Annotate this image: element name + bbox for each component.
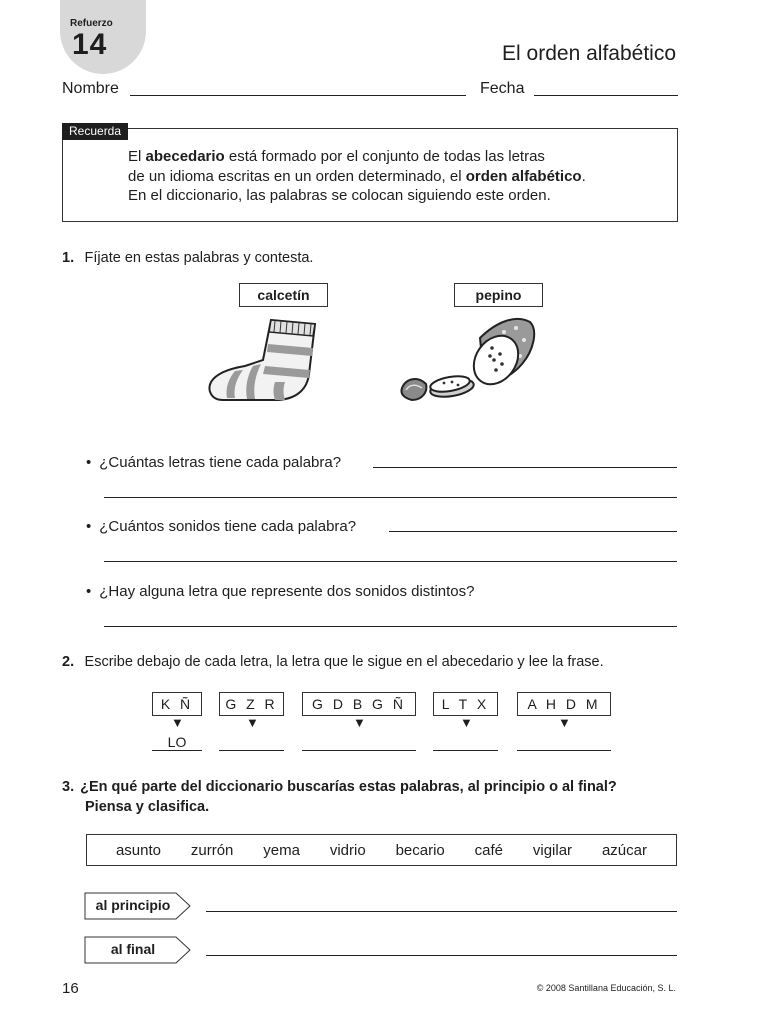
question-text: Escribe debajo de cada letra, la letra que le sigue en el abecedario y lee la frase. [84,654,604,670]
name-field[interactable] [130,95,466,96]
recuerda-line-1 [128,147,668,167]
word-item: becario [395,841,445,859]
question-text: ¿En qué parte del diccionario buscarías estas palabras, al principio o al final? [80,779,617,795]
question-number: 3. [62,779,75,795]
answer-line[interactable] [206,955,677,956]
text-run: está formado por el conjunto de todas las letras [224,148,545,165]
down-arrow-icon: ▼ [246,715,259,730]
text-run: de un idioma escritas en un orden determinado, el [128,167,466,185]
answer-line[interactable] [219,750,284,751]
letter-group-4: L T X [433,692,498,716]
bold-term-abecedario: abecedario [145,148,225,165]
text-run: . [581,167,586,185]
answer-line[interactable] [302,750,416,751]
down-arrow-icon: ▼ [460,715,473,730]
word-item: azúcar [601,841,647,859]
down-arrow-icon: ▼ [171,715,184,730]
word-item: zurrón [190,841,234,859]
answer-line[interactable] [104,497,677,498]
cucumber-illustration [396,316,536,406]
answer-line[interactable] [433,750,498,751]
bullet-question-2: • ¿Cuántos sonidos tiene cada palabra? [86,518,356,535]
answer-line[interactable] [104,626,677,627]
name-label: Nombre [62,80,119,97]
answer-line[interactable] [389,531,677,532]
answer-line[interactable] [373,467,677,468]
question-3-line-2: Piensa y clasifica. [85,799,210,815]
question-number: 1. [62,250,75,266]
page-number: 16 [62,980,79,997]
question-number: 2. [62,654,75,670]
tag-al-principio [84,892,192,920]
recuerda-line-3: En el diccionario, las palabras se colocan siguiendo este orden. [128,187,551,204]
text-run: El [128,148,146,165]
answer-line[interactable] [206,911,677,912]
recuerda-tag: Recuerda [62,123,128,140]
worksheet-number: 14 [72,28,108,61]
word-item: vigilar [532,841,573,859]
word-item: yema [263,841,300,859]
word-box-calcetin: calcetín [239,283,328,307]
page-title: El orden alfabético [502,42,676,65]
bullet-question-3: • ¿Hay alguna letra que represente dos sonidos distintos? [86,583,475,600]
question-1 [62,249,313,267]
tag-label: al principio [95,897,171,913]
date-label: Fecha [480,80,525,97]
word-item: vidrio [329,841,366,859]
word-list-box [86,834,677,866]
answer-group-1: LO [167,734,187,750]
letter-group-5: A H D M [517,692,611,716]
question-2 [62,653,604,671]
answer-line[interactable] [104,561,677,562]
tag-al-final [84,936,192,964]
worksheet-type-label: Refuerzo [70,18,113,29]
down-arrow-icon: ▼ [353,715,366,730]
sock-illustration [205,316,325,404]
answer-line[interactable] [517,750,611,751]
recuerda-line-2 [128,167,668,187]
tag-label: al final [110,941,156,957]
date-field[interactable] [534,95,678,96]
word-item: asunto [115,841,161,859]
letter-group-1: K Ñ [152,692,202,716]
question-3-line-1 [62,777,617,797]
down-arrow-icon: ▼ [558,715,571,730]
bullet-question-1: • ¿Cuántas letras tiene cada palabra? [86,454,341,471]
word-item: café [474,841,503,859]
letter-group-2: G Z R [219,692,284,716]
answer-line[interactable] [152,750,202,751]
copyright: © 2008 Santillana Educación, S. L. [536,983,676,993]
question-text: Fíjate en estas palabras y contesta. [84,250,314,266]
word-box-pepino: pepino [454,283,543,307]
question-3 [62,777,617,817]
letter-group-3: G D B G Ñ [302,692,416,716]
recuerda-text [128,147,668,206]
bold-term-orden-alfabetico: orden alfabético [465,167,582,185]
